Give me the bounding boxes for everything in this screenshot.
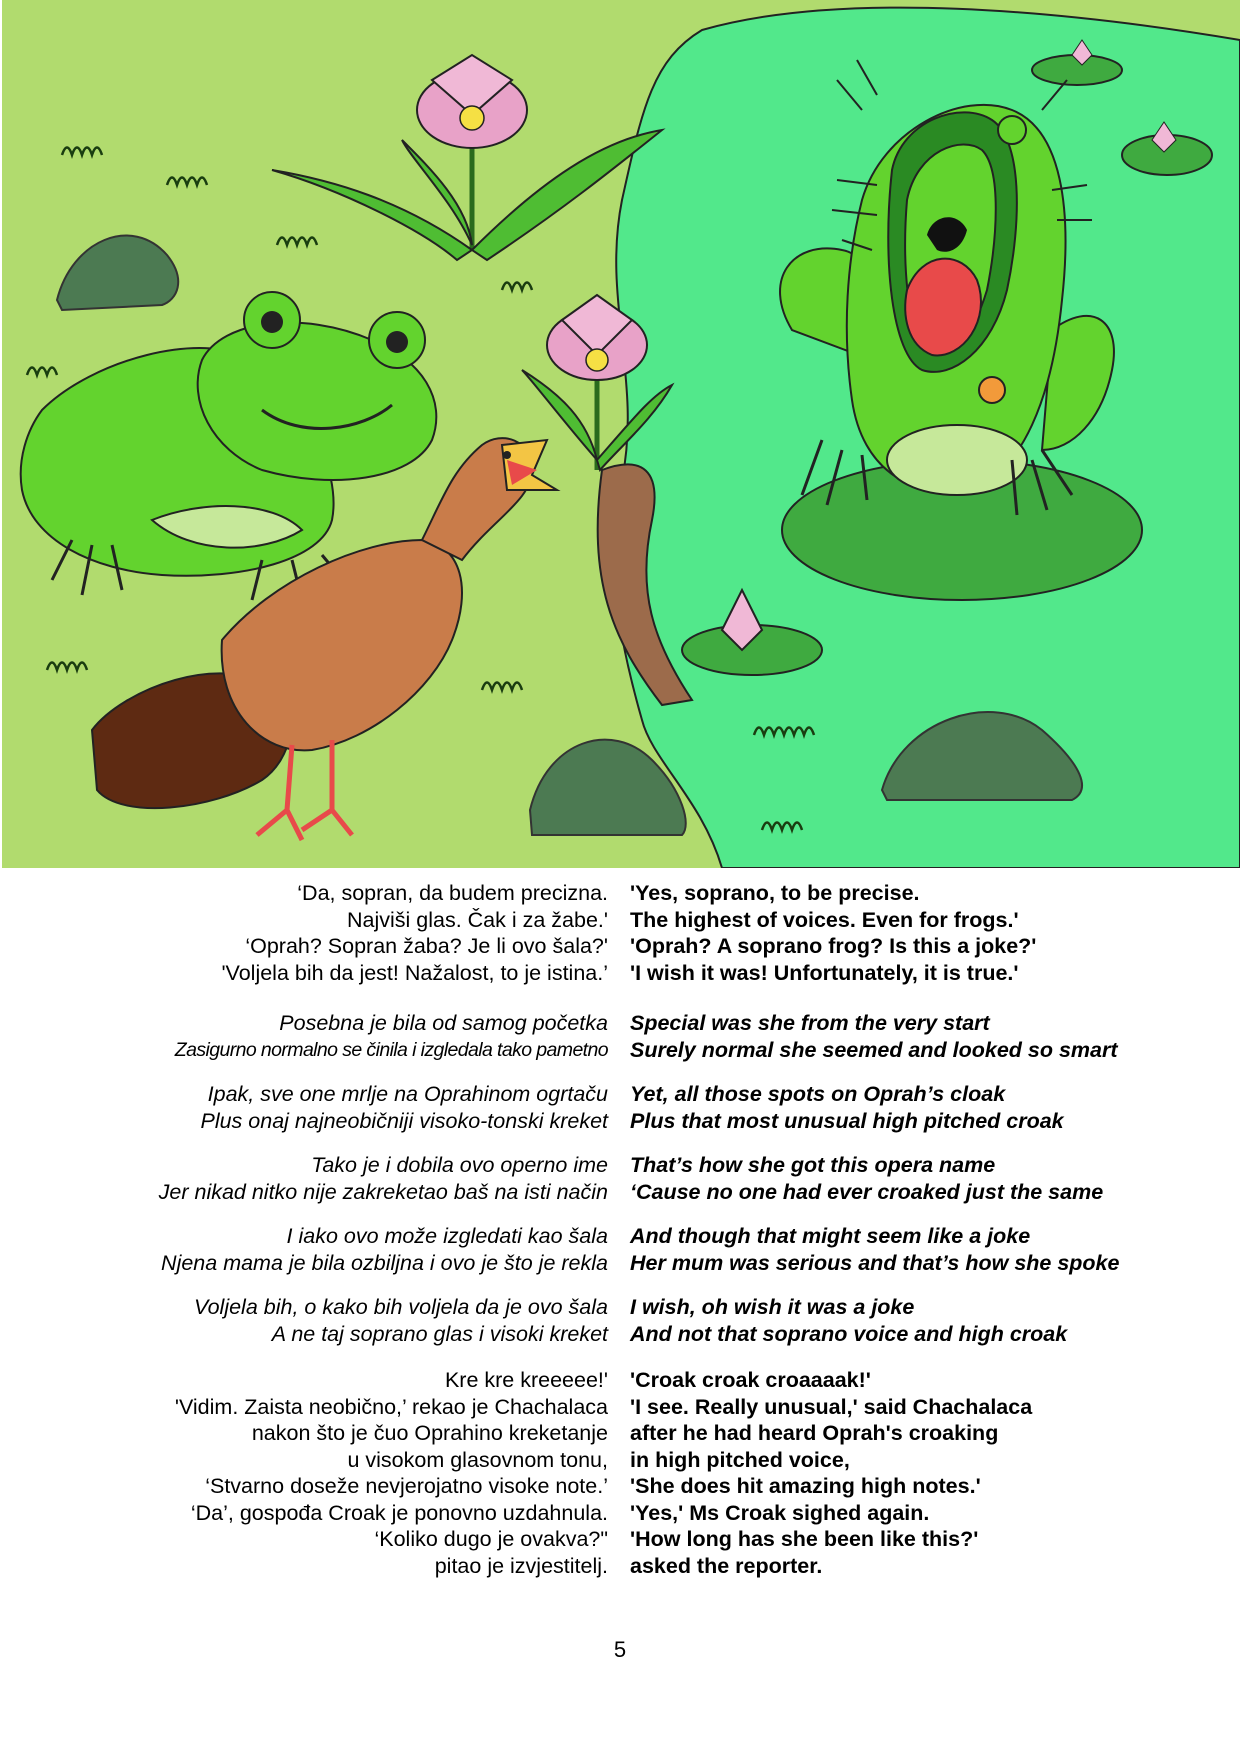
english-stanza-6 [630, 1294, 1230, 1347]
croatian-line: ‘Oprah? Sopran žaba? Je li ovo šala?' [245, 934, 608, 958]
croatian-line: ‘Da’, gospođa Croak je ponovno uzdahnula. [190, 1500, 608, 1525]
english-line: asked the reporter. [630, 1553, 823, 1578]
croatian-line: Kre kre kreeeee!' [444, 1368, 608, 1392]
croatian-line: 'Vidim. Zaista neobično,’ rekao je Chachalaca [174, 1394, 608, 1419]
english-stanza-5 [630, 1223, 1230, 1276]
english-line: 'Oprah? A soprano frog? Is this a joke?' [630, 934, 1037, 958]
croatian-line: Jer nikad nitko nije zakreketao baš na isti način [158, 1179, 608, 1204]
english-line: ‘Cause no one had ever croaked just the same [630, 1179, 1104, 1204]
english-text-column [630, 880, 1230, 1579]
english-line: 'Yes, soprano, to be precise. [630, 881, 920, 905]
croatian-line: ‘Stvarno doseže nevjerojatno visoke note.’ [205, 1474, 608, 1498]
english-line: Plus that most unusual high pitched croak [630, 1108, 1064, 1133]
croatian-line: Voljela bih, o kako bih voljela da je ovo šala [194, 1295, 608, 1319]
croatian-line: Ipak, sve one mrlje na Oprahinom ogrtaču [207, 1082, 608, 1106]
english-stanza-4 [630, 1152, 1230, 1205]
english-stanza-7 [630, 1367, 1230, 1579]
croatian-line: Najviši glas. Čak i za žabe.' [346, 907, 608, 932]
english-line: The highest of voices. Even for frogs.' [630, 907, 1019, 932]
croatian-line: 'Voljela bih da jest! Nažalost, to je istina.’ [221, 960, 608, 985]
croatian-stanza-4 [8, 1152, 608, 1205]
croatian-line: Njena mama je bila ozbiljna i ovo je što je rekla [161, 1250, 608, 1275]
croatian-stanza-6 [8, 1294, 608, 1347]
english-line: after he had heard Oprah's croaking [630, 1421, 999, 1445]
english-line: Her mum was serious and that’s how she spoke [630, 1250, 1120, 1275]
croatian-text-column [8, 880, 608, 1579]
croatian-line: Tako je i dobila ovo operno ime [311, 1153, 608, 1177]
croatian-stanza-5 [8, 1223, 608, 1276]
english-line: 'Croak croak croaaaak!' [630, 1368, 871, 1392]
croatian-line: pitao je izvjestitelj. [434, 1553, 608, 1578]
croatian-line: ‘Koliko dugo je ovakva?" [374, 1527, 608, 1551]
english-line: 'Yes,' Ms Croak sighed again. [630, 1500, 930, 1525]
croatian-line: I iako ovo može izgledati kao šala [286, 1224, 608, 1248]
croatian-line: Zasigurno normalno se činila i izgledala tako pametno [174, 1038, 608, 1061]
english-line: And not that soprano voice and high croak [630, 1321, 1068, 1346]
croatian-line: Posebna je bila od samog početka [279, 1011, 608, 1035]
english-line: 'How long has she been like this?' [630, 1527, 979, 1551]
english-line: Surely normal she seemed and looked so smart [630, 1037, 1118, 1062]
croatian-line: nakon što je čuo Oprahino kreketanje [251, 1421, 608, 1445]
croatian-stanza-3 [8, 1081, 608, 1134]
page-number: 5 [613, 1637, 627, 1662]
english-stanza-2 [630, 1010, 1230, 1063]
english-line: And though that might seem like a joke [630, 1224, 1031, 1248]
english-line: Yet, all those spots on Oprah’s cloak [630, 1082, 1006, 1106]
english-line: That’s how she got this opera name [630, 1153, 996, 1177]
english-stanza-1 [630, 880, 1230, 986]
english-line: 'She does hit amazing high notes.' [630, 1474, 981, 1498]
croatian-stanza-2 [8, 1010, 608, 1063]
croatian-stanza-7 [8, 1367, 608, 1579]
english-line: I wish, oh wish it was a joke [630, 1295, 915, 1319]
croatian-stanza-1 [8, 880, 608, 986]
croatian-line: ‘Da, sopran, da budem precizna. [297, 881, 608, 905]
illustration [2, 0, 1240, 868]
english-line: 'I wish it was! Unfortunately, it is true.' [630, 960, 1019, 985]
english-line: 'I see. Really unusual,' said Chachalaca [630, 1394, 1033, 1419]
croatian-line: u visokom glasovnom tonu, [347, 1447, 608, 1472]
croatian-line: A ne taj soprano glas i visoki kreket [271, 1321, 608, 1346]
croatian-line: Plus onaj najneobičniji visoko-tonski kreket [200, 1108, 608, 1133]
english-line: Special was she from the very start [630, 1011, 990, 1035]
english-line: in high pitched voice, [630, 1447, 850, 1472]
english-stanza-3 [630, 1081, 1230, 1134]
